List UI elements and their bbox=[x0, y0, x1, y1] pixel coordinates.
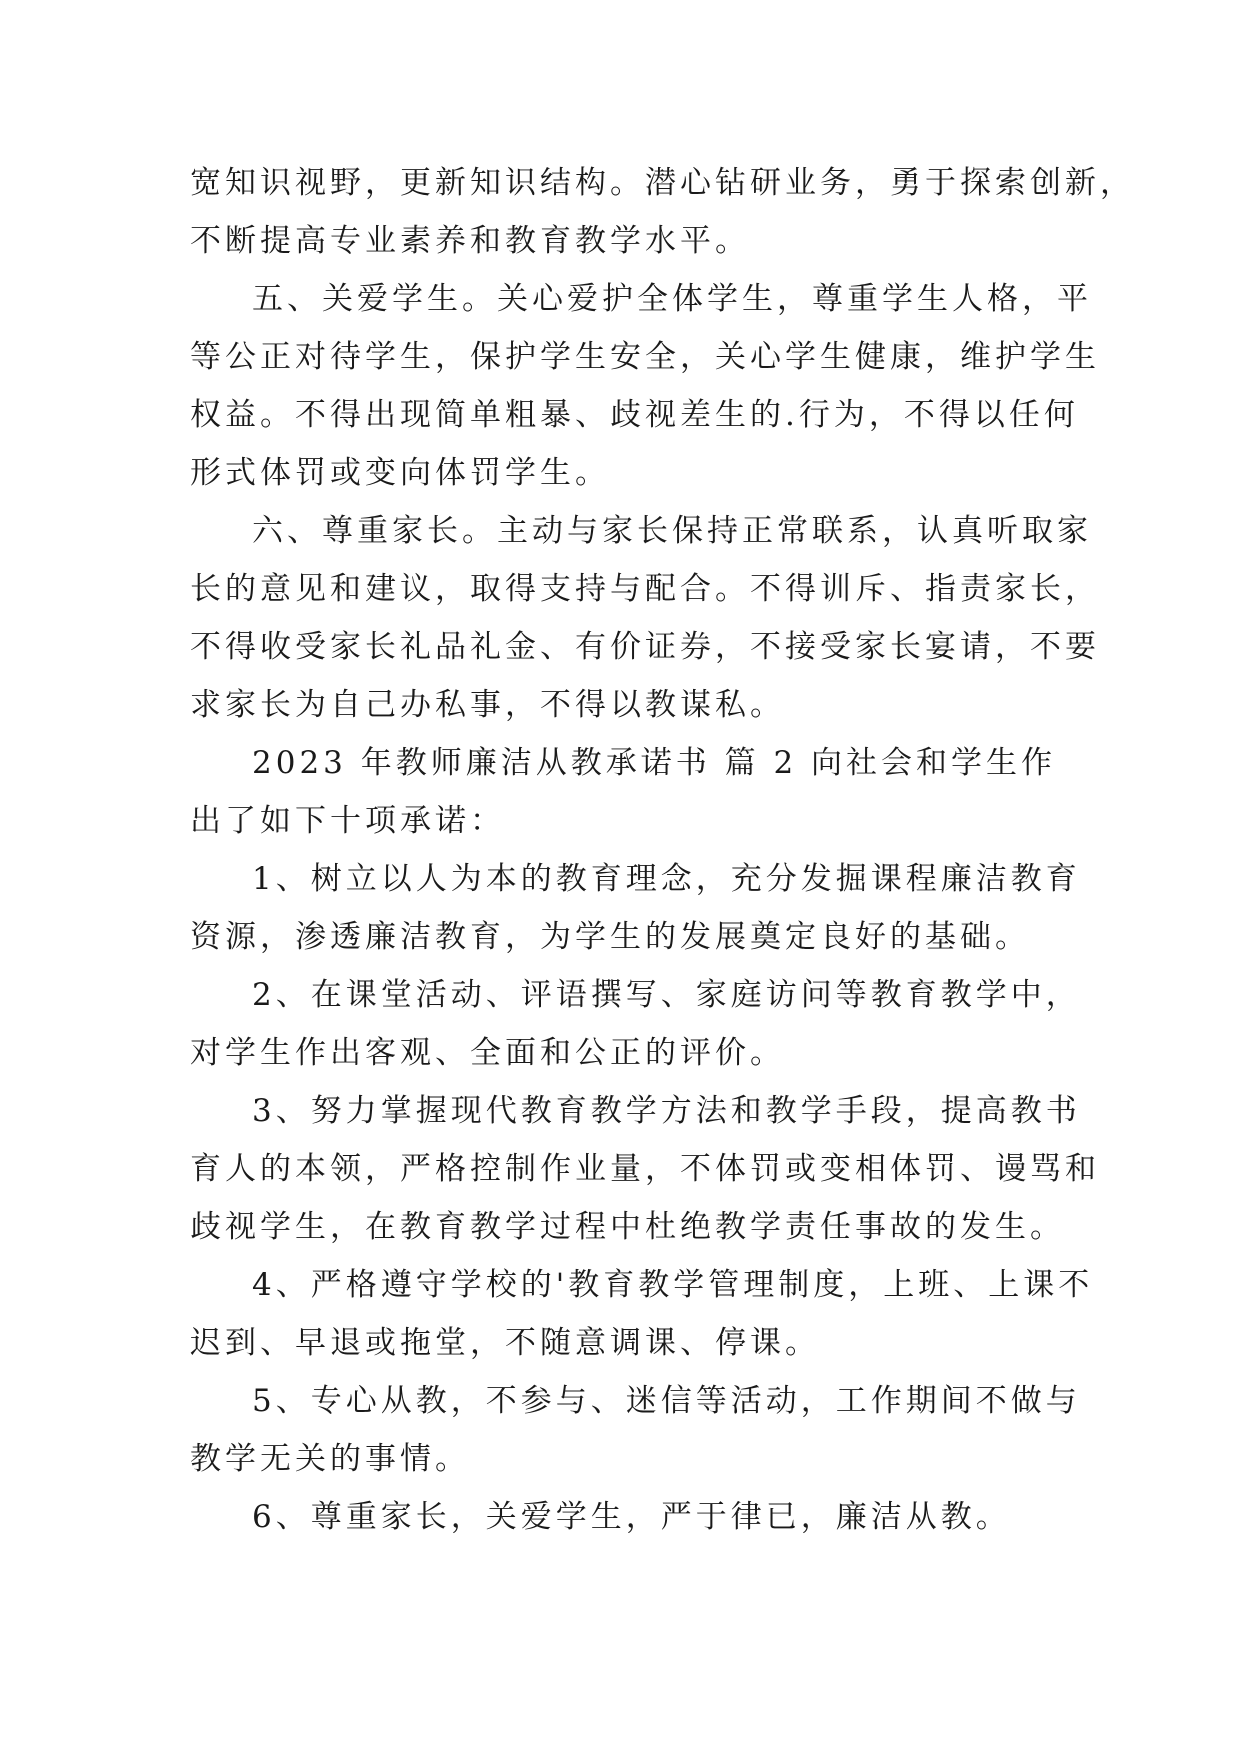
text-line: 2、在课堂活动、评语撰写、家庭访问等教育教学中， bbox=[252, 977, 1081, 1013]
text-line: 等公正对待学生，保护学生安全，关心学生健康，维护学生 bbox=[190, 339, 1100, 375]
text-line: 对学生作出客观、全面和公正的评价。 bbox=[190, 1035, 785, 1071]
text-line: 1、树立以人为本的教育理念，充分发掘课程廉洁教育 bbox=[252, 861, 1081, 897]
text-line: 不得收受家长礼品礼金、有价证券，不接受家长宴请，不要 bbox=[190, 629, 1100, 665]
text-line: 3、努力掌握现代教育教学方法和教学手段，提高教书 bbox=[252, 1093, 1081, 1129]
text-line: 歧视学生，在教育教学过程中杜绝教学责任事故的发生。 bbox=[190, 1209, 1065, 1245]
text-line: 5、专心从教，不参与、迷信等活动，工作期间不做与 bbox=[252, 1383, 1081, 1419]
text-line: 长的意见和建议，取得支持与配合。不得训斥、指责家长， bbox=[190, 571, 1100, 607]
text-line: 形式体罚或变向体罚学生。 bbox=[190, 455, 610, 491]
text-line: 2023 年教师廉洁从教承诺书 篇 2 向社会和学生作 bbox=[252, 745, 1057, 781]
text-line: 宽知识视野，更新知识结构。潜心钻研业务，勇于探索创新， bbox=[190, 165, 1135, 201]
text-line: 6、尊重家长，关爱学生，严于律已，廉洁从教。 bbox=[252, 1499, 1011, 1535]
text-line: 育人的本领，严格控制作业量，不体罚或变相体罚、谩骂和 bbox=[190, 1151, 1100, 1187]
text-line: 出了如下十项承诺： bbox=[190, 803, 505, 839]
text-line: 不断提高专业素养和教育教学水平。 bbox=[190, 223, 750, 259]
text-line: 教学无关的事情。 bbox=[190, 1441, 470, 1477]
document-body bbox=[190, 154, 1135, 1546]
text-line: 迟到、早退或拖堂，不随意调课、停课。 bbox=[190, 1325, 820, 1361]
text-line: 六、尊重家长。主动与家长保持正常联系，认真听取家 bbox=[252, 513, 1092, 549]
text-line: 权益。不得出现简单粗暴、歧视差生的.行为，不得以任何 bbox=[190, 397, 1079, 433]
text-line: 4、严格遵守学校的'教育教学管理制度，上班、上课不 bbox=[252, 1267, 1094, 1303]
text-line: 五、关爱学生。关心爱护全体学生，尊重学生人格，平 bbox=[252, 281, 1092, 317]
text-line: 求家长为自己办私事，不得以教谋私。 bbox=[190, 687, 785, 723]
text-line: 资源，渗透廉洁教育，为学生的发展奠定良好的基础。 bbox=[190, 919, 1030, 955]
